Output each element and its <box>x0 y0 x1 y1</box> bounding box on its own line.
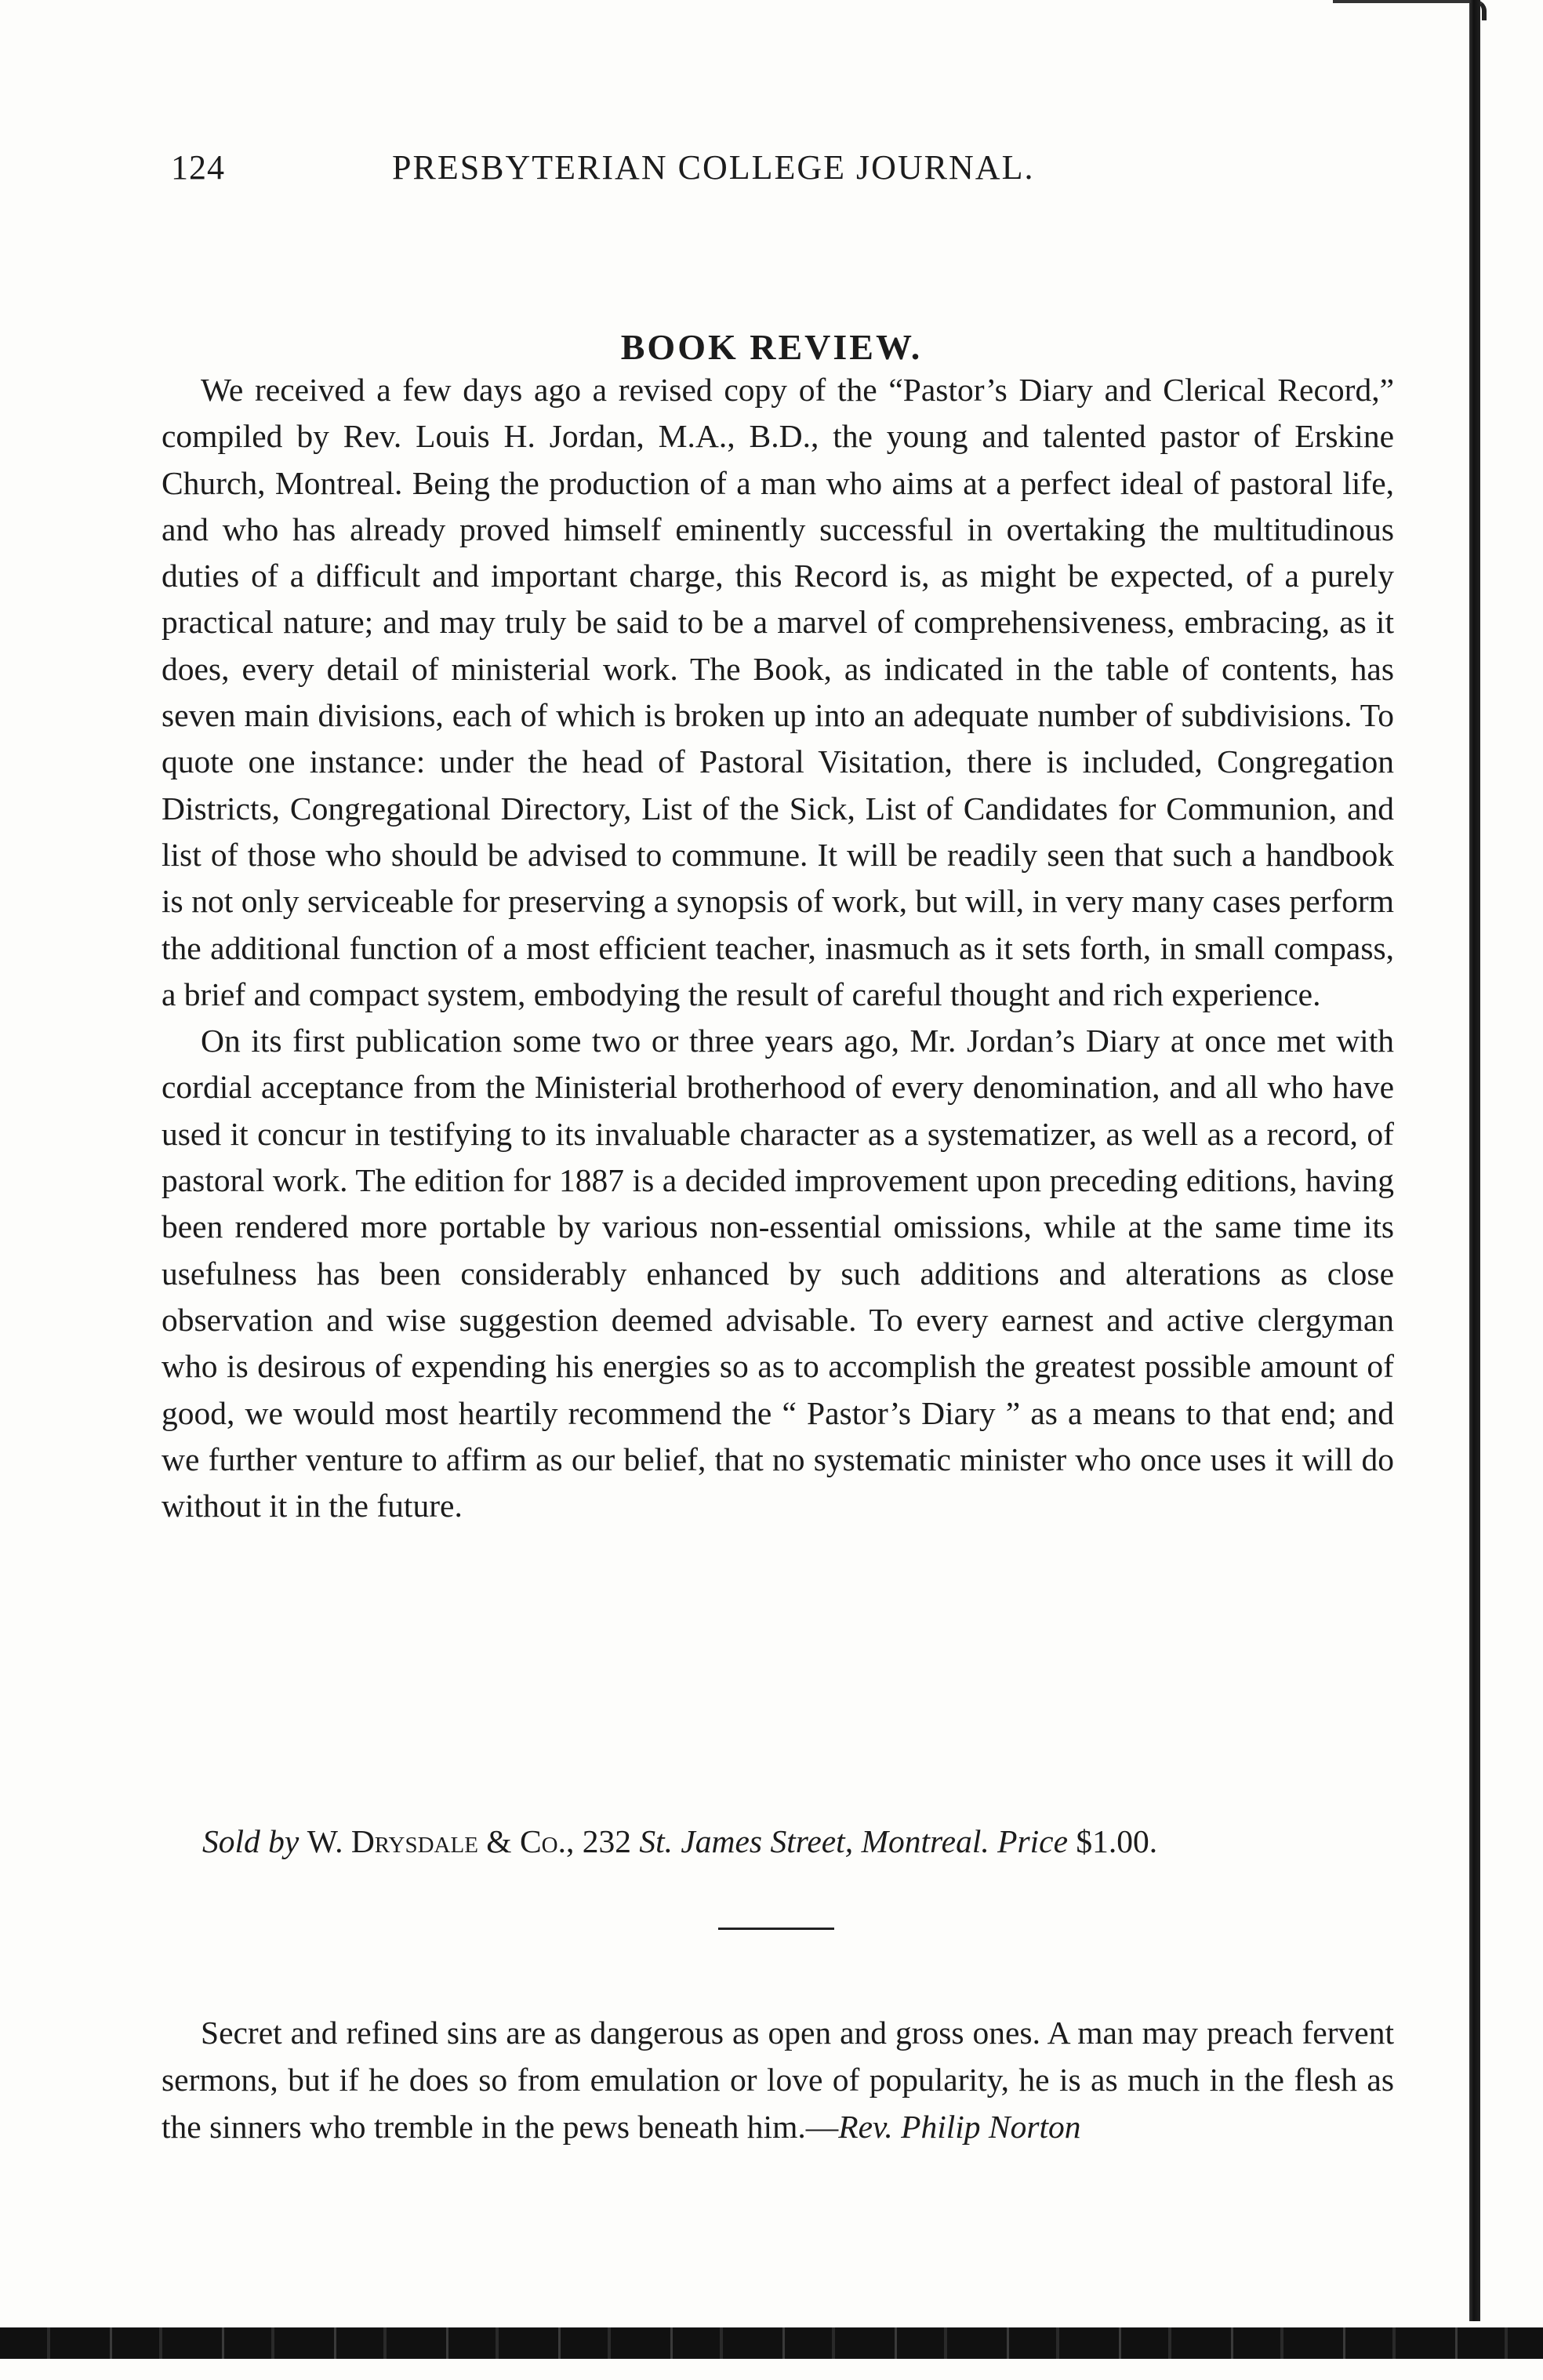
running-title: PRESBYTERIAN COLLEGE JOURNAL. <box>392 148 1035 187</box>
page-header <box>171 147 1222 202</box>
section-heading: BOOK REVIEW. <box>620 327 923 368</box>
price-value: $1.00. <box>1076 1823 1158 1859</box>
street-name: St. James Street, <box>639 1823 854 1859</box>
book-review-body <box>162 367 1394 1529</box>
page-edge-curl <box>1333 0 1487 20</box>
page-number: 124 <box>171 148 225 187</box>
review-paragraph: We received a few days ago a revised copy of the “Pastor’s Diary and Clerical Record,” compiled by Rev. Louis H. Jordan, M.A., B.D., the young and talented pastor of Erskine Church, Montreal. Being the production of a man who aims at a perfect ideal of pastoral life, and who has already proved himself eminently successful in overtaking the multitudinous duties of a difficult and important charge, this Record is, as might be expected, of a purely practical nature; and may truly be said to be a marvel of comprehensiveness, embracing, as it does, every detail of ministerial work. The Book, as indicated in the table of contents, has seven main divisions, each of which is broken up into an adequate number of subdivisions. To quote one instance: under the head of Pastoral Visitation, there is included, Congregation Districts, Congregational Directory, List of the Sick, List of Candidates for Communion, and list of those who should be advised to commune. It will be readily seen that such a handbook is not only serviceable for preserving a synopsis of work, but will, in very many cases perform the additional function of a most efficient teacher, inasmuch as it sets forth, in small compass, a brief and compact system, embodying the result of careful thought and rich experience. <box>162 372 1394 1012</box>
street-number: 232 <box>582 1823 631 1859</box>
quote-attribution: Rev. Philip Norton <box>838 2108 1081 2145</box>
city-name: Montreal. <box>861 1823 989 1859</box>
quote-text: Secret and refined sins are as dangerous as open and gross ones. A man may preach fervent sermons, but if he does so from emulation or love of popularity, he is as much in the flesh as the sinners who tremble in the pews beneath him.— <box>162 2014 1394 2145</box>
section-divider <box>718 1928 834 1930</box>
scan-border-bottom <box>0 2327 1543 2359</box>
closing-quote <box>162 2009 1394 2150</box>
sold-by-label: Sold by <box>202 1823 300 1859</box>
publisher-name: W. Drysdale & Co., <box>307 1823 575 1859</box>
publisher-line <box>202 1818 1394 1865</box>
review-paragraph: On its first publication some two or three years ago, Mr. Jordan’s Diary at once met with cordial acceptance from the Ministerial brotherhood of every denomination, and all who have used it concur in testifying to its invaluable character as a systematizer, as well as a record, of pastoral work. The edition for 1887 is a decided improvement upon preceding editions, having been rendered more portable by various non-essential omissions, while at the same time its usefulness has been considerably enhanced by such additions and alterations as close observation and wise suggestion deemed advisable. To every earnest and active clergyman who is desirous of expending his energies so as to accomplish the greatest possible amount of good, we would most heartily recommend the “ Pastor’s Diary ” as a means to that end; and we further venture to affirm as our belief, that no systematic minister who once uses it will do without it in the future. <box>162 1023 1394 1524</box>
price-label: Price <box>997 1823 1068 1859</box>
